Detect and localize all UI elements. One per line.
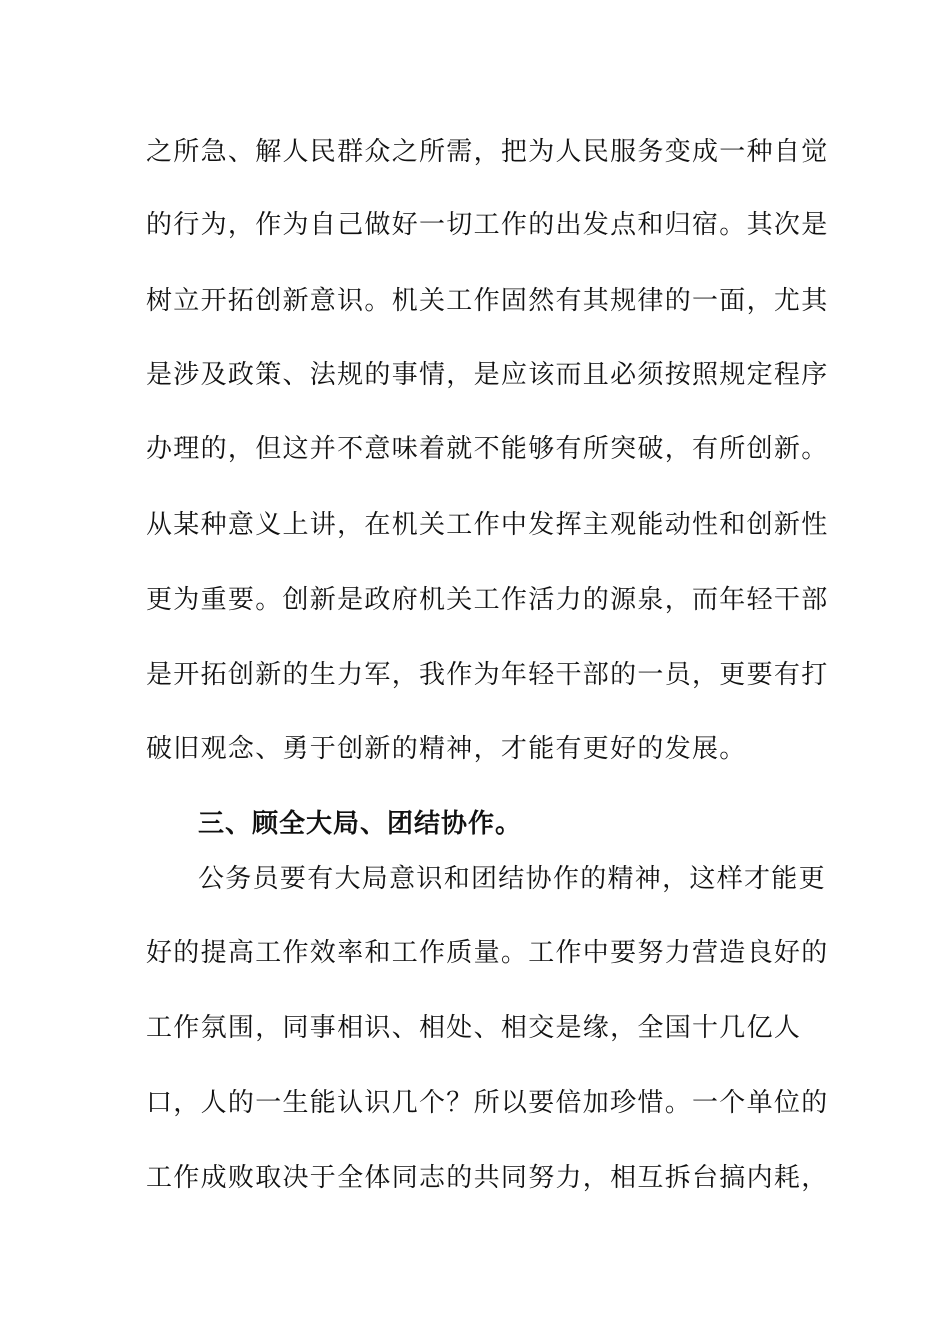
body-text-line: 口，人的一生能认识几个？所以要倍加珍惜。一个单位的 <box>146 1088 829 1118</box>
body-text-line: 是开拓创新的生力军，我作为年轻干部的一员，更要有打 <box>146 660 829 690</box>
body-text-line: 树立开拓创新意识。机关工作固然有其规律的一面，尤其 <box>146 286 829 316</box>
body-text-line: 工作氛围，同事相识、相处、相交是缘，全国十几亿人 <box>146 1013 802 1043</box>
body-text-line: 好的提高工作效率和工作质量。工作中要努力营造良好的 <box>146 938 829 968</box>
paragraph-first-line: 公务员要有大局意识和团结协作的精神，这样才能更 <box>198 864 826 894</box>
body-text-line: 是涉及政策、法规的事情，是应该而且必须按照规定程序 <box>146 360 829 390</box>
section-heading: 三、顾全大局、团结协作。 <box>198 809 523 839</box>
body-text-line: 办理的，但这并不意味着就不能够有所突破，有所创新。 <box>146 434 829 464</box>
body-text-line: 之所急、解人民群众之所需，把为人民服务变成一种自觉 <box>146 137 829 167</box>
body-text-line: 破旧观念、勇于创新的精神，才能有更好的发展。 <box>146 734 747 764</box>
body-text-line: 更为重要。创新是政府机关工作活力的源泉，而年轻干部 <box>146 585 829 615</box>
body-text-line: 的行为，作为自己做好一切工作的出发点和归宿。其次是 <box>146 210 829 240</box>
body-text-line: 工作成败取决于全体同志的共同努力，相互拆台搞内耗， <box>146 1163 829 1193</box>
body-text-line: 从某种意义上讲，在机关工作中发挥主观能动性和创新性 <box>146 510 829 540</box>
